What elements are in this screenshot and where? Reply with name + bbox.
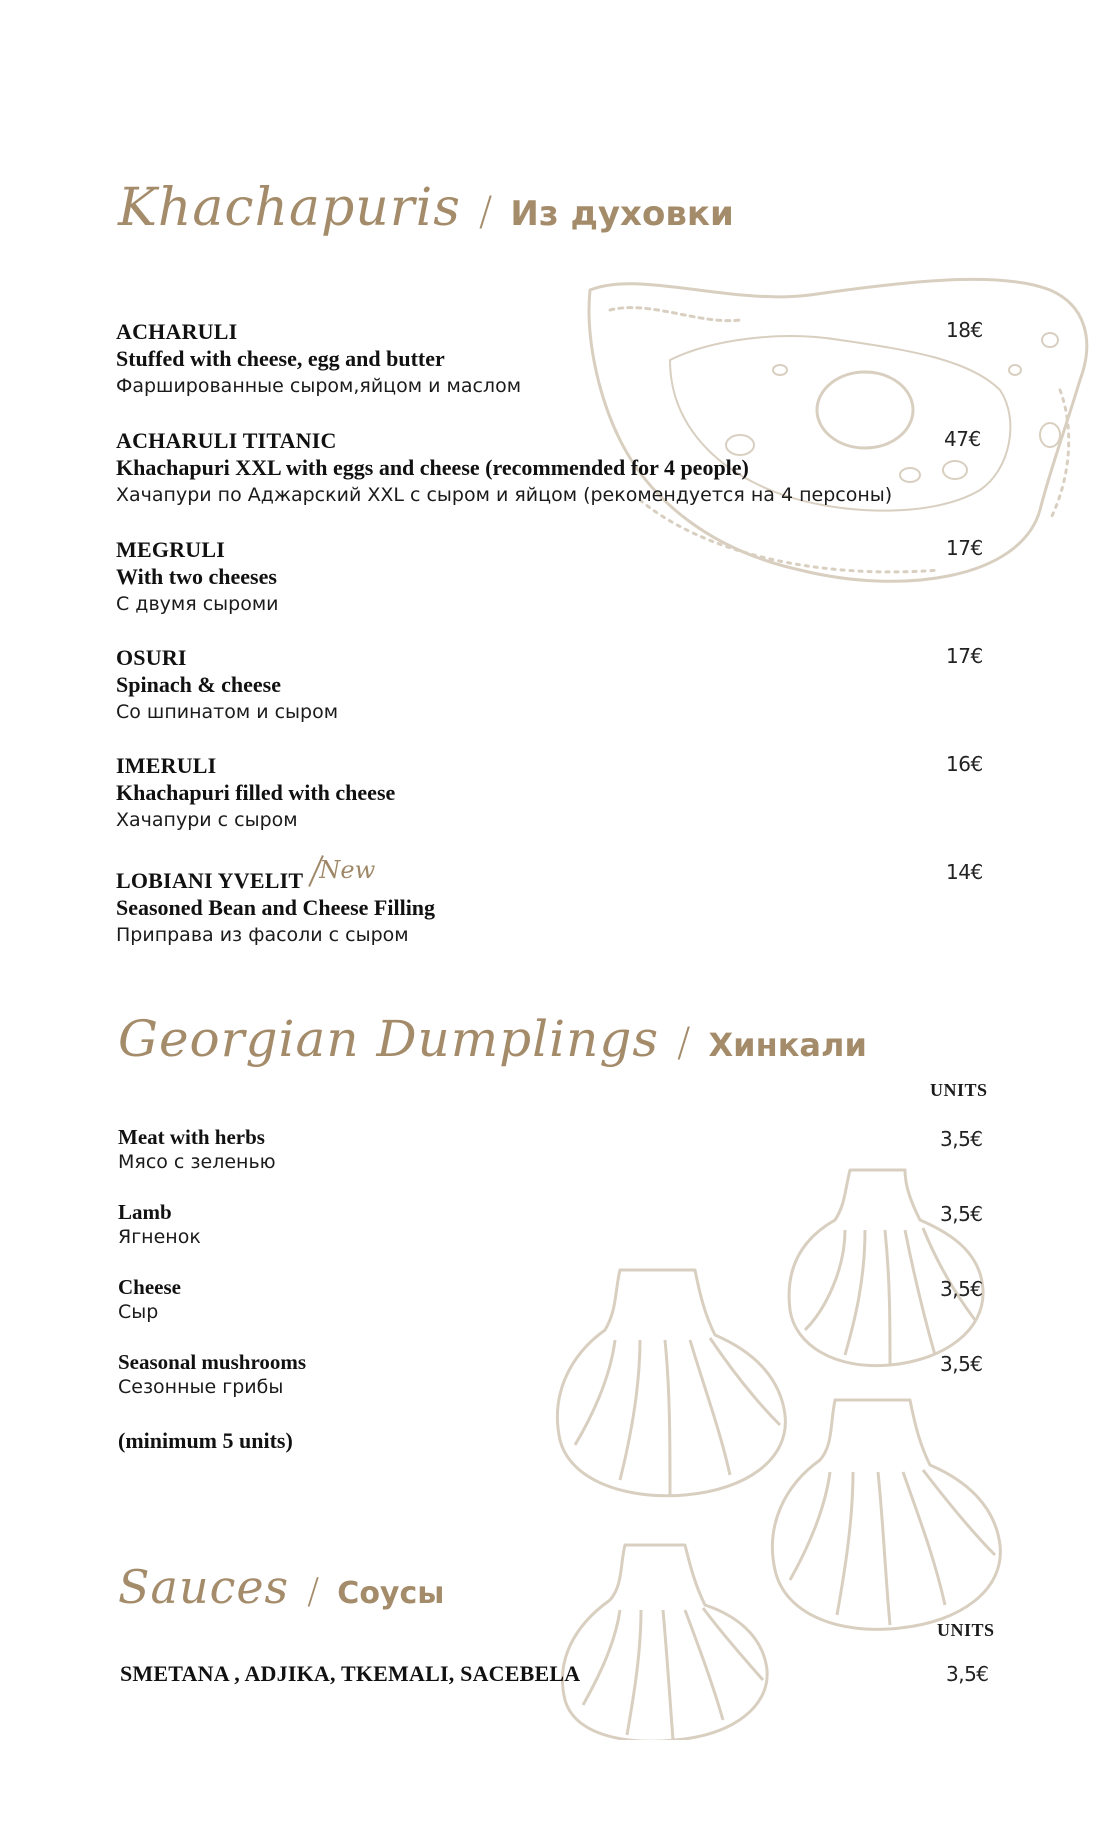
item-description-ru: Хачапури с сыром xyxy=(116,809,298,831)
item-description-ru: Хачапури по Аджарский XXL с сыром и яйцом (рекомендуется на 4 персоны) xyxy=(116,484,893,506)
item-price: 3,5€ xyxy=(940,1352,983,1376)
dumplings-heading xyxy=(118,1010,867,1068)
dumpling-item-meat xyxy=(118,1124,276,1174)
item-description-ru: С двумя сыроми xyxy=(116,593,279,615)
item-description-en: Seasoned Bean and Cheese Filling xyxy=(116,895,436,920)
item-description-en: Seasonal mushrooms xyxy=(118,1350,307,1374)
item-price: 3,5€ xyxy=(946,1662,989,1686)
menu-item-osuri xyxy=(116,644,338,726)
heading-slash: / xyxy=(307,1571,320,1612)
dumplings-minimum-note xyxy=(118,1427,293,1455)
item-name-row xyxy=(116,856,435,894)
dumpling-item-cheese xyxy=(118,1274,181,1324)
dumplings-units-label: UNITS xyxy=(930,1080,988,1100)
khachapuris-heading xyxy=(118,178,734,238)
item-description-en: Stuffed with cheese, egg and butter xyxy=(116,346,445,371)
sauces-units-label: UNITS xyxy=(937,1620,995,1640)
menu-item-lobiani-yvelit xyxy=(116,856,436,949)
item-price: 18€ xyxy=(946,318,983,342)
item-description-en: With two cheeses xyxy=(116,564,277,589)
item-description-en: Cheese xyxy=(118,1275,181,1299)
menu-item-acharuli-titanic xyxy=(116,427,892,509)
item-description-ru: Фаршированные сыром,яйцом и маслом xyxy=(116,375,522,397)
khachapuris-ru-title: Из духовки xyxy=(510,194,734,234)
item-price: 17€ xyxy=(946,536,983,560)
dumplings-script-title: Georgian Dumplings xyxy=(118,1010,659,1068)
sauces-line: SMETANA , ADJIKA, TKEMALI, SACEBELA xyxy=(120,1661,581,1686)
sauces-ru-title: Соусы xyxy=(337,1576,445,1611)
new-badge: New xyxy=(319,856,376,884)
heading-slash: / xyxy=(478,189,493,235)
sauces-heading xyxy=(118,1560,444,1614)
item-name: MEGRULI xyxy=(116,537,225,562)
sauces-script-title: Sauces xyxy=(118,1560,290,1614)
item-name: OSURI xyxy=(116,645,187,670)
item-price: 3,5€ xyxy=(940,1277,983,1301)
item-name: ACHARULI TITANIC xyxy=(116,428,337,453)
minimum-note: (minimum 5 units) xyxy=(118,1428,293,1453)
menu-item-megruli xyxy=(116,536,279,618)
item-description-ru: Со шпинатом и сыром xyxy=(116,701,339,723)
item-price: 16€ xyxy=(946,752,983,776)
item-description-ru: Сезонные грибы xyxy=(118,1376,284,1398)
item-description-en: Spinach & cheese xyxy=(116,672,281,697)
item-price: 47€ xyxy=(944,427,981,451)
item-description-ru: Сыр xyxy=(118,1301,159,1323)
item-description-en: Khachapuri filled with cheese xyxy=(116,780,396,805)
item-description-ru: Ягненок xyxy=(118,1226,201,1248)
sauces-list xyxy=(120,1660,580,1687)
item-price: 14€ xyxy=(946,860,983,884)
dumpling-item-mushrooms xyxy=(118,1349,306,1399)
khachapuris-script-title: Khachapuris xyxy=(118,178,461,238)
menu-item-imeruli xyxy=(116,752,395,834)
item-description-en: Lamb xyxy=(118,1200,172,1224)
item-description-ru: Мясо с зеленью xyxy=(118,1151,276,1173)
item-name: ACHARULI xyxy=(116,319,238,344)
item-description-en: Khachapuri XXL with eggs and cheese (recommended for 4 people) xyxy=(116,455,749,480)
item-description-en: Meat with herbs xyxy=(118,1125,265,1149)
item-price: 17€ xyxy=(946,644,983,668)
heading-slash: / xyxy=(677,1020,691,1066)
dumplings-ru-title: Хинкали xyxy=(708,1026,867,1064)
item-name: IMERULI xyxy=(116,753,217,778)
dumpling-item-lamb xyxy=(118,1199,201,1249)
dumplings-illustration xyxy=(545,1160,1055,1740)
item-description-ru: Приправа из фасоли с сыром xyxy=(116,924,409,946)
item-price: 3,5€ xyxy=(940,1202,983,1226)
menu-item-acharuli xyxy=(116,318,521,400)
item-name: LOBIANI YVELIT xyxy=(116,868,304,893)
item-price: 3,5€ xyxy=(940,1127,983,1151)
